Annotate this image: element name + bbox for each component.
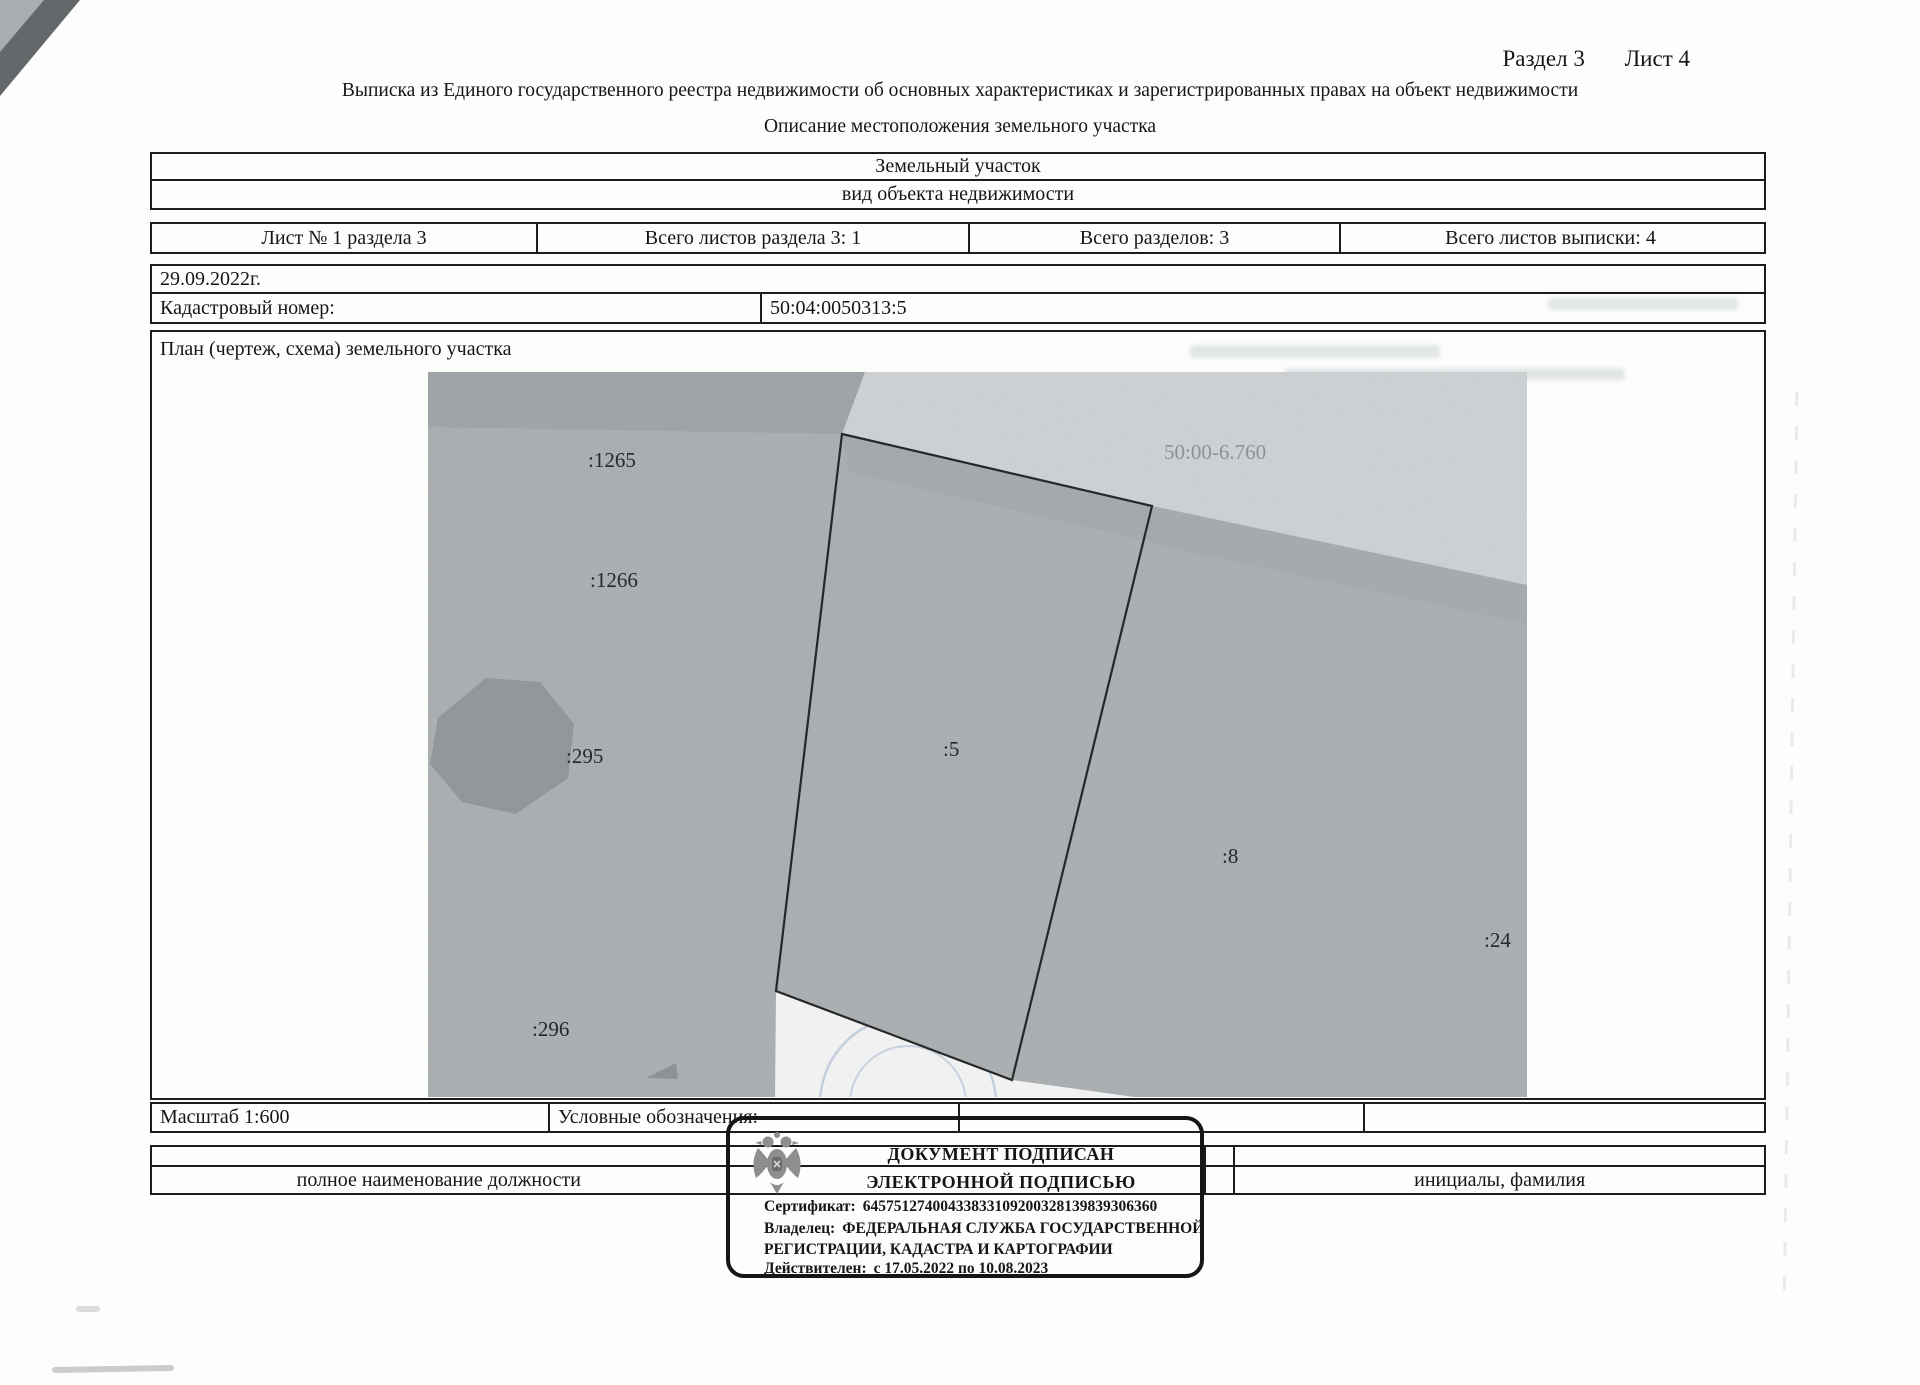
sections-total-cell: Всего разделов: 3 [970,224,1341,252]
cadastral-number-value: 50:04:0050313:5 [770,296,907,319]
parcel-label-24: :24 [1484,928,1511,952]
legend-label: Условные обозначения: [550,1104,960,1131]
object-type-caption: вид объекта недвижимости [841,183,1075,205]
signature-empty-cell [1206,1147,1235,1165]
scale-label: Масштаб 1:600 [152,1104,550,1131]
scan-artifact [52,1365,174,1373]
object-type-value: Земельный участок [152,154,1764,181]
certificate-label: Сертификат: [764,1198,856,1215]
position-caption: полное наименование должности [152,1167,728,1193]
owner-value-line1: ФЕДЕРАЛЬНАЯ СЛУЖБА ГОСУДАРСТВЕННОЙ [842,1220,1205,1237]
parcel-label-296: :296 [532,1017,570,1041]
map-drawing [428,372,1527,1097]
parcel-label-295: :295 [566,744,604,768]
validity-line [764,1260,1194,1278]
signature-empty-cell [1235,1147,1764,1165]
stamp-title-line1: ДОКУМЕНТ ПОДПИСАН [887,1144,1115,1164]
document-subtitle: Описание местоположения земельного участка [763,116,1157,137]
parcel-label-8: :8 [1222,844,1239,868]
validity-value: с 17.05.2022 по 10.08.2023 [873,1260,1049,1277]
validity-label: Действителен: [764,1260,867,1277]
scan-artifact [76,1306,100,1312]
section-sheet-header [1260,46,1690,72]
extract-date: 29.09.2022г. [152,266,1764,294]
cadastral-table [150,264,1766,324]
map-grain [428,372,1527,1097]
parcel-label-5: :5 [943,737,960,761]
owner-line1 [764,1220,1205,1238]
signature-empty-cell [1206,1167,1235,1193]
legend-empty-cell [1365,1104,1764,1131]
stamp-title-line2: ЭЛЕКТРОННОЙ ПОДПИСЬЮ [866,1172,1136,1192]
certificate-number: 64575127400433833109200328139839306360 [862,1198,1158,1215]
signature-empty-cell [152,1147,728,1165]
sheet-number: Лист 4 [1624,46,1690,71]
cadastral-number-label: Кадастровый номер: [152,294,762,322]
parcel-label-1265: :1265 [588,448,636,472]
coat-of-arms-icon [748,1130,806,1196]
document-title: Выписка из Единого государственного реестра недвижимости об основных характеристиках и зарегистрированных правах на объект недвижимости [341,80,1579,101]
sheets-info-row [150,222,1766,254]
sheet-number-cell: Лист № 1 раздела 3 [152,224,538,252]
scan-artifact [1783,392,1799,1310]
owner-label: Владелец: [764,1220,836,1237]
quarter-label: 50:00-6.760 [1164,440,1267,464]
digital-signature-stamp [726,1116,1204,1278]
cadastral-plan-map [428,372,1527,1097]
certificate-line [764,1198,1194,1216]
page-corner-fold-highlight [0,0,44,52]
section-number: Раздел 3 [1502,46,1585,71]
sheets-in-section-cell: Всего листов раздела 3: 1 [538,224,970,252]
parcel-label-1266: :1266 [590,568,638,592]
object-type-table [150,152,1766,210]
owner-line2: РЕГИСТРАЦИИ, КАДАСТРА И КАРТОГРАФИИ [764,1241,1113,1258]
sheets-total-cell: Всего листов выписки: 4 [1445,226,1656,249]
name-caption: инициалы, фамилия [1414,1168,1586,1191]
plan-title: План (чертеж, схема) земельного участка [160,338,512,360]
